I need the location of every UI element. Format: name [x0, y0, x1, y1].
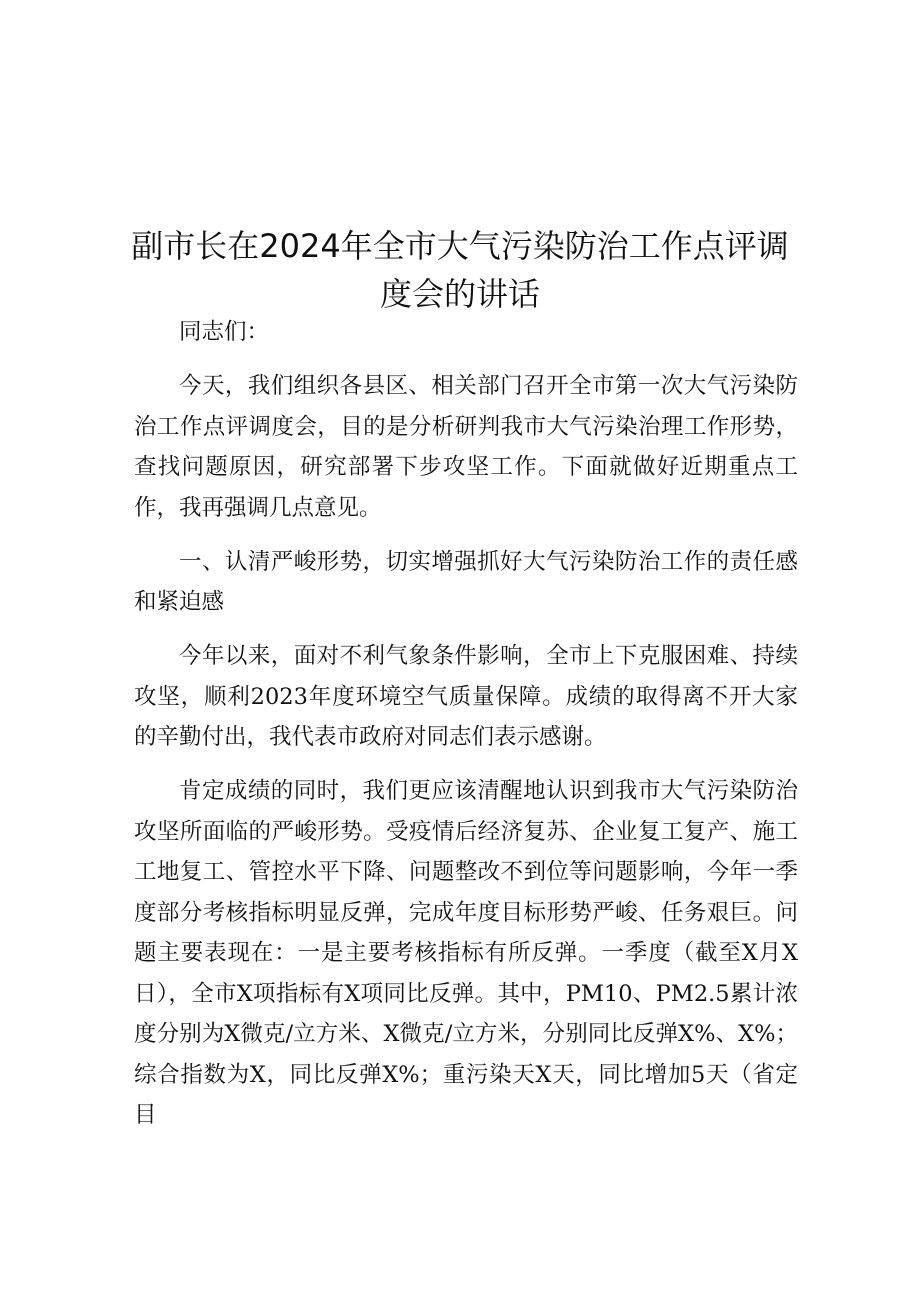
document-title — [120, 222, 800, 318]
paragraph-intro: 今天，我们组织各县区、相关部门召开全市第一次大气污染防治工作点评调度会，目的是分析研判我市大气污染治理工作形势，查找问题原因，研究部署下步攻坚工作。下面就做好近期重点工作，我再强调几点意见。 — [134, 373, 798, 521]
section-heading-1: 一、认清严峻形势，切实增强抓好大气污染防治工作的责任感和紧迫感 — [134, 548, 798, 615]
paragraph-achievements: 今年以来，面对不利气象条件影响，全市上下克服困难、持续攻坚，顺利2023年度环境空气质量保障。成绩的取得离不开大家的辛勤付出，我代表市政府对同志们表示感谢。 — [134, 643, 798, 750]
salutation: 同志们： — [179, 319, 270, 345]
document-body — [134, 312, 798, 1149]
paragraph-situation: 肯定成绩的同时，我们更应该清醒地认识到我市大气污染防治攻坚所面临的严峻形势。受疫情后经济复苏、企业复工复产、施工工地复工、管控水平下降、问题整改不到位等问题影响，今年一季度部分考核指标明显反弹，完成年度目标形势严峻、任务艰巨。问题主要表现在：一是主要考核指标有所反弹。一季度（截至X月X日），全市X项指标有X项同比反弹。其中，PM10、PM2.5累计浓度分别为X微克/立方米、X微克/立方米，分别同比反弹X%、X%；综合指数为X，同比反弹X%；重污染天X天，同比增加5天（省定目 — [134, 778, 798, 1128]
title-line-2: 度会的讲话 — [379, 275, 540, 313]
title-line-1: 副市长在2024年全市大气污染防治工作点评调 — [131, 227, 789, 265]
